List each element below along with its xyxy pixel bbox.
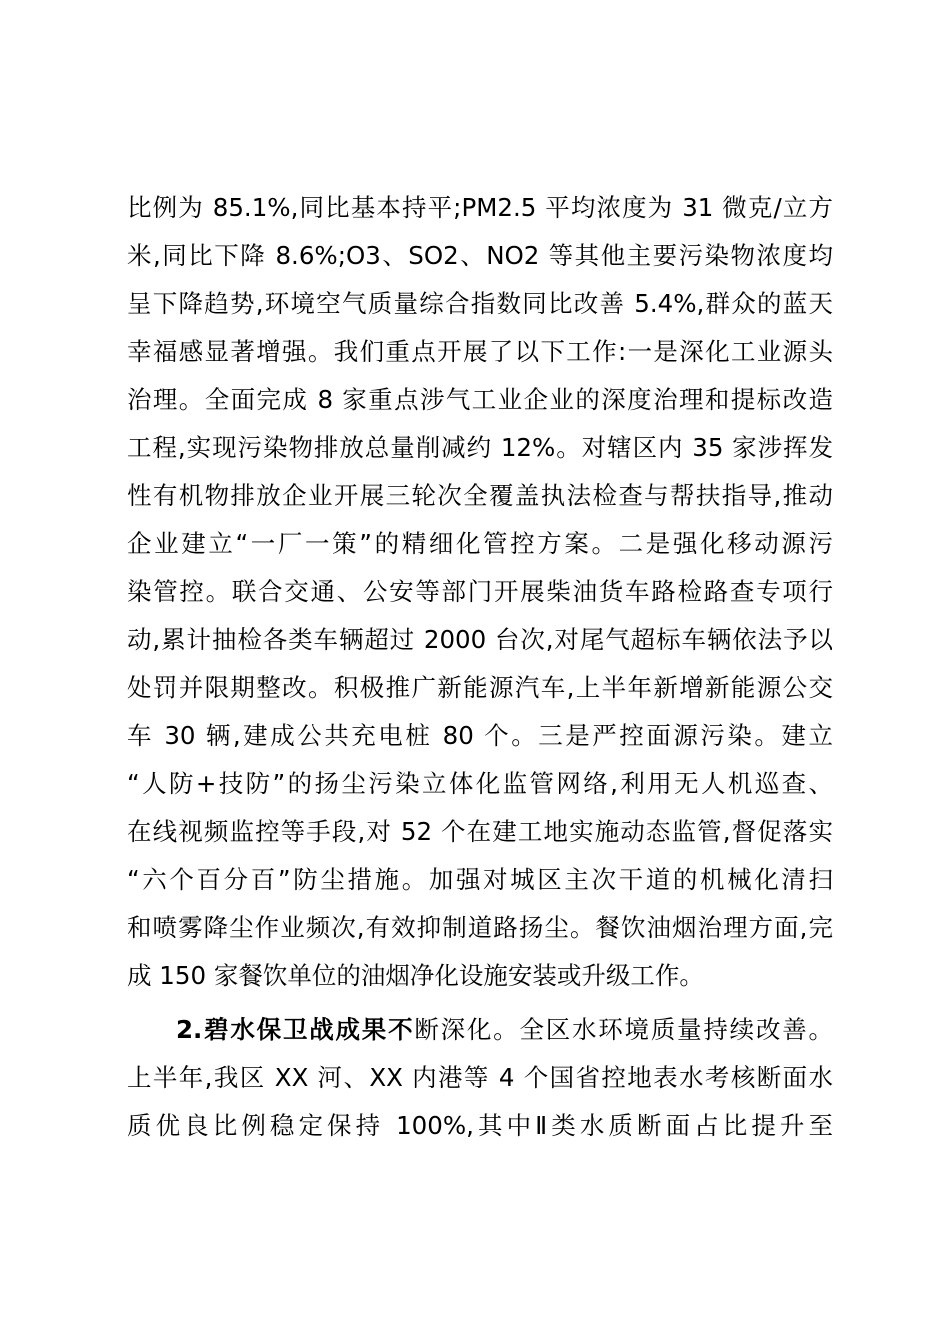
text-line: 上半年,我区 XX 河、XX 内港等 4 个国省控地表水考核断面水 — [127, 1063, 833, 1092]
text-line: 车 30 辆,建成公共充电桩 80 个。三是严控面源污染。建立 — [127, 721, 833, 750]
text-line: 和喷雾降尘作业频次,有效抑制道路扬尘。餐饮油烟治理方面,完 — [127, 913, 833, 942]
text-line: 呈下降趋势,环境空气质量综合指数同比改善 5.4%,群众的蓝天 — [127, 289, 833, 318]
text-line: 染管控。联合交通、公安等部门开展柴油货车路检路查专项行 — [127, 577, 833, 606]
text-line: 动,累计抽检各类车辆超过 2000 台次,对尾气超标车辆依法予以 — [127, 625, 833, 654]
paragraph-2-first-line — [176, 1006, 833, 1054]
text-line: 幸福感显著增强。我们重点开展了以下工作:一是深化工业源头 — [127, 337, 833, 366]
section-heading-rest: 断深化。全区水环境质量持续改善。 — [414, 1015, 833, 1044]
text-line: 成 150 家餐饮单位的油烟净化设施安装或升级工作。 — [127, 961, 704, 990]
text-line: 米,同比下降 8.6%;O3、SO2、NO2 等其他主要污染物浓度均 — [127, 241, 833, 270]
text-line: 工程,实现污染物排放总量削减约 12%。对辖区内 35 家涉挥发 — [127, 433, 833, 462]
text-line: 处罚并限期整改。积极推广新能源汽车,上半年新增新能源公交 — [127, 673, 833, 702]
text-line: 在线视频监控等手段,对 52 个在建工地实施动态监管,督促落实 — [127, 817, 833, 846]
text-line: 质优良比例稳定保持 100%,其中Ⅱ类水质断面占比提升至 — [127, 1111, 833, 1140]
section-heading: 2.碧水保卫战成果不 — [176, 1015, 415, 1044]
text-line: 比例为 85.1%,同比基本持平;PM2.5 平均浓度为 31 微克/立方 — [127, 193, 833, 222]
text-line: “六个百分百”防尘措施。加强对城区主次干道的机械化清扫 — [127, 865, 833, 894]
text-line: 性有机物排放企业开展三轮次全覆盖执法检查与帮扶指导,推动 — [127, 481, 833, 510]
text-line: “人防+技防”的扬尘污染立体化监管网络,利用无人机巡查、 — [127, 769, 833, 798]
text-line: 治理。全面完成 8 家重点涉气工业企业的深度治理和提标改造 — [127, 385, 833, 414]
text-line: 企业建立“一厂一策”的精细化管控方案。二是强化移动源污 — [127, 529, 833, 558]
